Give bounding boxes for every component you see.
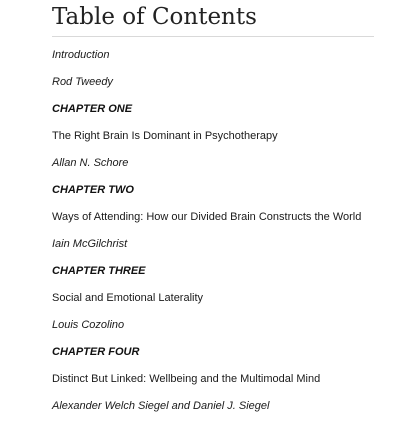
page-title: Table of Contents <box>52 4 257 30</box>
toc-author-chapter-three: Louis Cozolino <box>52 319 125 331</box>
toc-introduction-link[interactable]: Introduction <box>52 49 110 61</box>
toc-author-chapter-one: Allan N. Schore <box>52 157 129 169</box>
title-divider <box>52 36 374 37</box>
toc-chapter-two-link[interactable]: Ways of Attending: How our Divided Brain Constructs the World <box>52 211 362 223</box>
toc-author-intro: Rod Tweedy <box>52 76 113 88</box>
toc-chapter-four-link[interactable]: Distinct But Linked: Wellbeing and the Multimodal Mind <box>52 373 321 385</box>
toc-chapter-three-link[interactable]: Social and Emotional Laterality <box>52 292 204 304</box>
toc-chapter-heading-three: CHAPTER THREE <box>52 265 146 277</box>
toc-author-chapter-two: Iain McGilchrist <box>52 238 128 250</box>
toc-chapter-heading-two: CHAPTER TWO <box>52 184 134 196</box>
toc-chapter-heading-one: CHAPTER ONE <box>52 103 133 115</box>
toc-author-chapter-four: Alexander Welch Siegel and Daniel J. Siegel <box>52 400 270 412</box>
toc-list <box>52 45 392 423</box>
toc-chapter-one-link[interactable]: The Right Brain Is Dominant in Psychotherapy <box>52 130 278 142</box>
toc-chapter-heading-four: CHAPTER FOUR <box>52 346 140 358</box>
